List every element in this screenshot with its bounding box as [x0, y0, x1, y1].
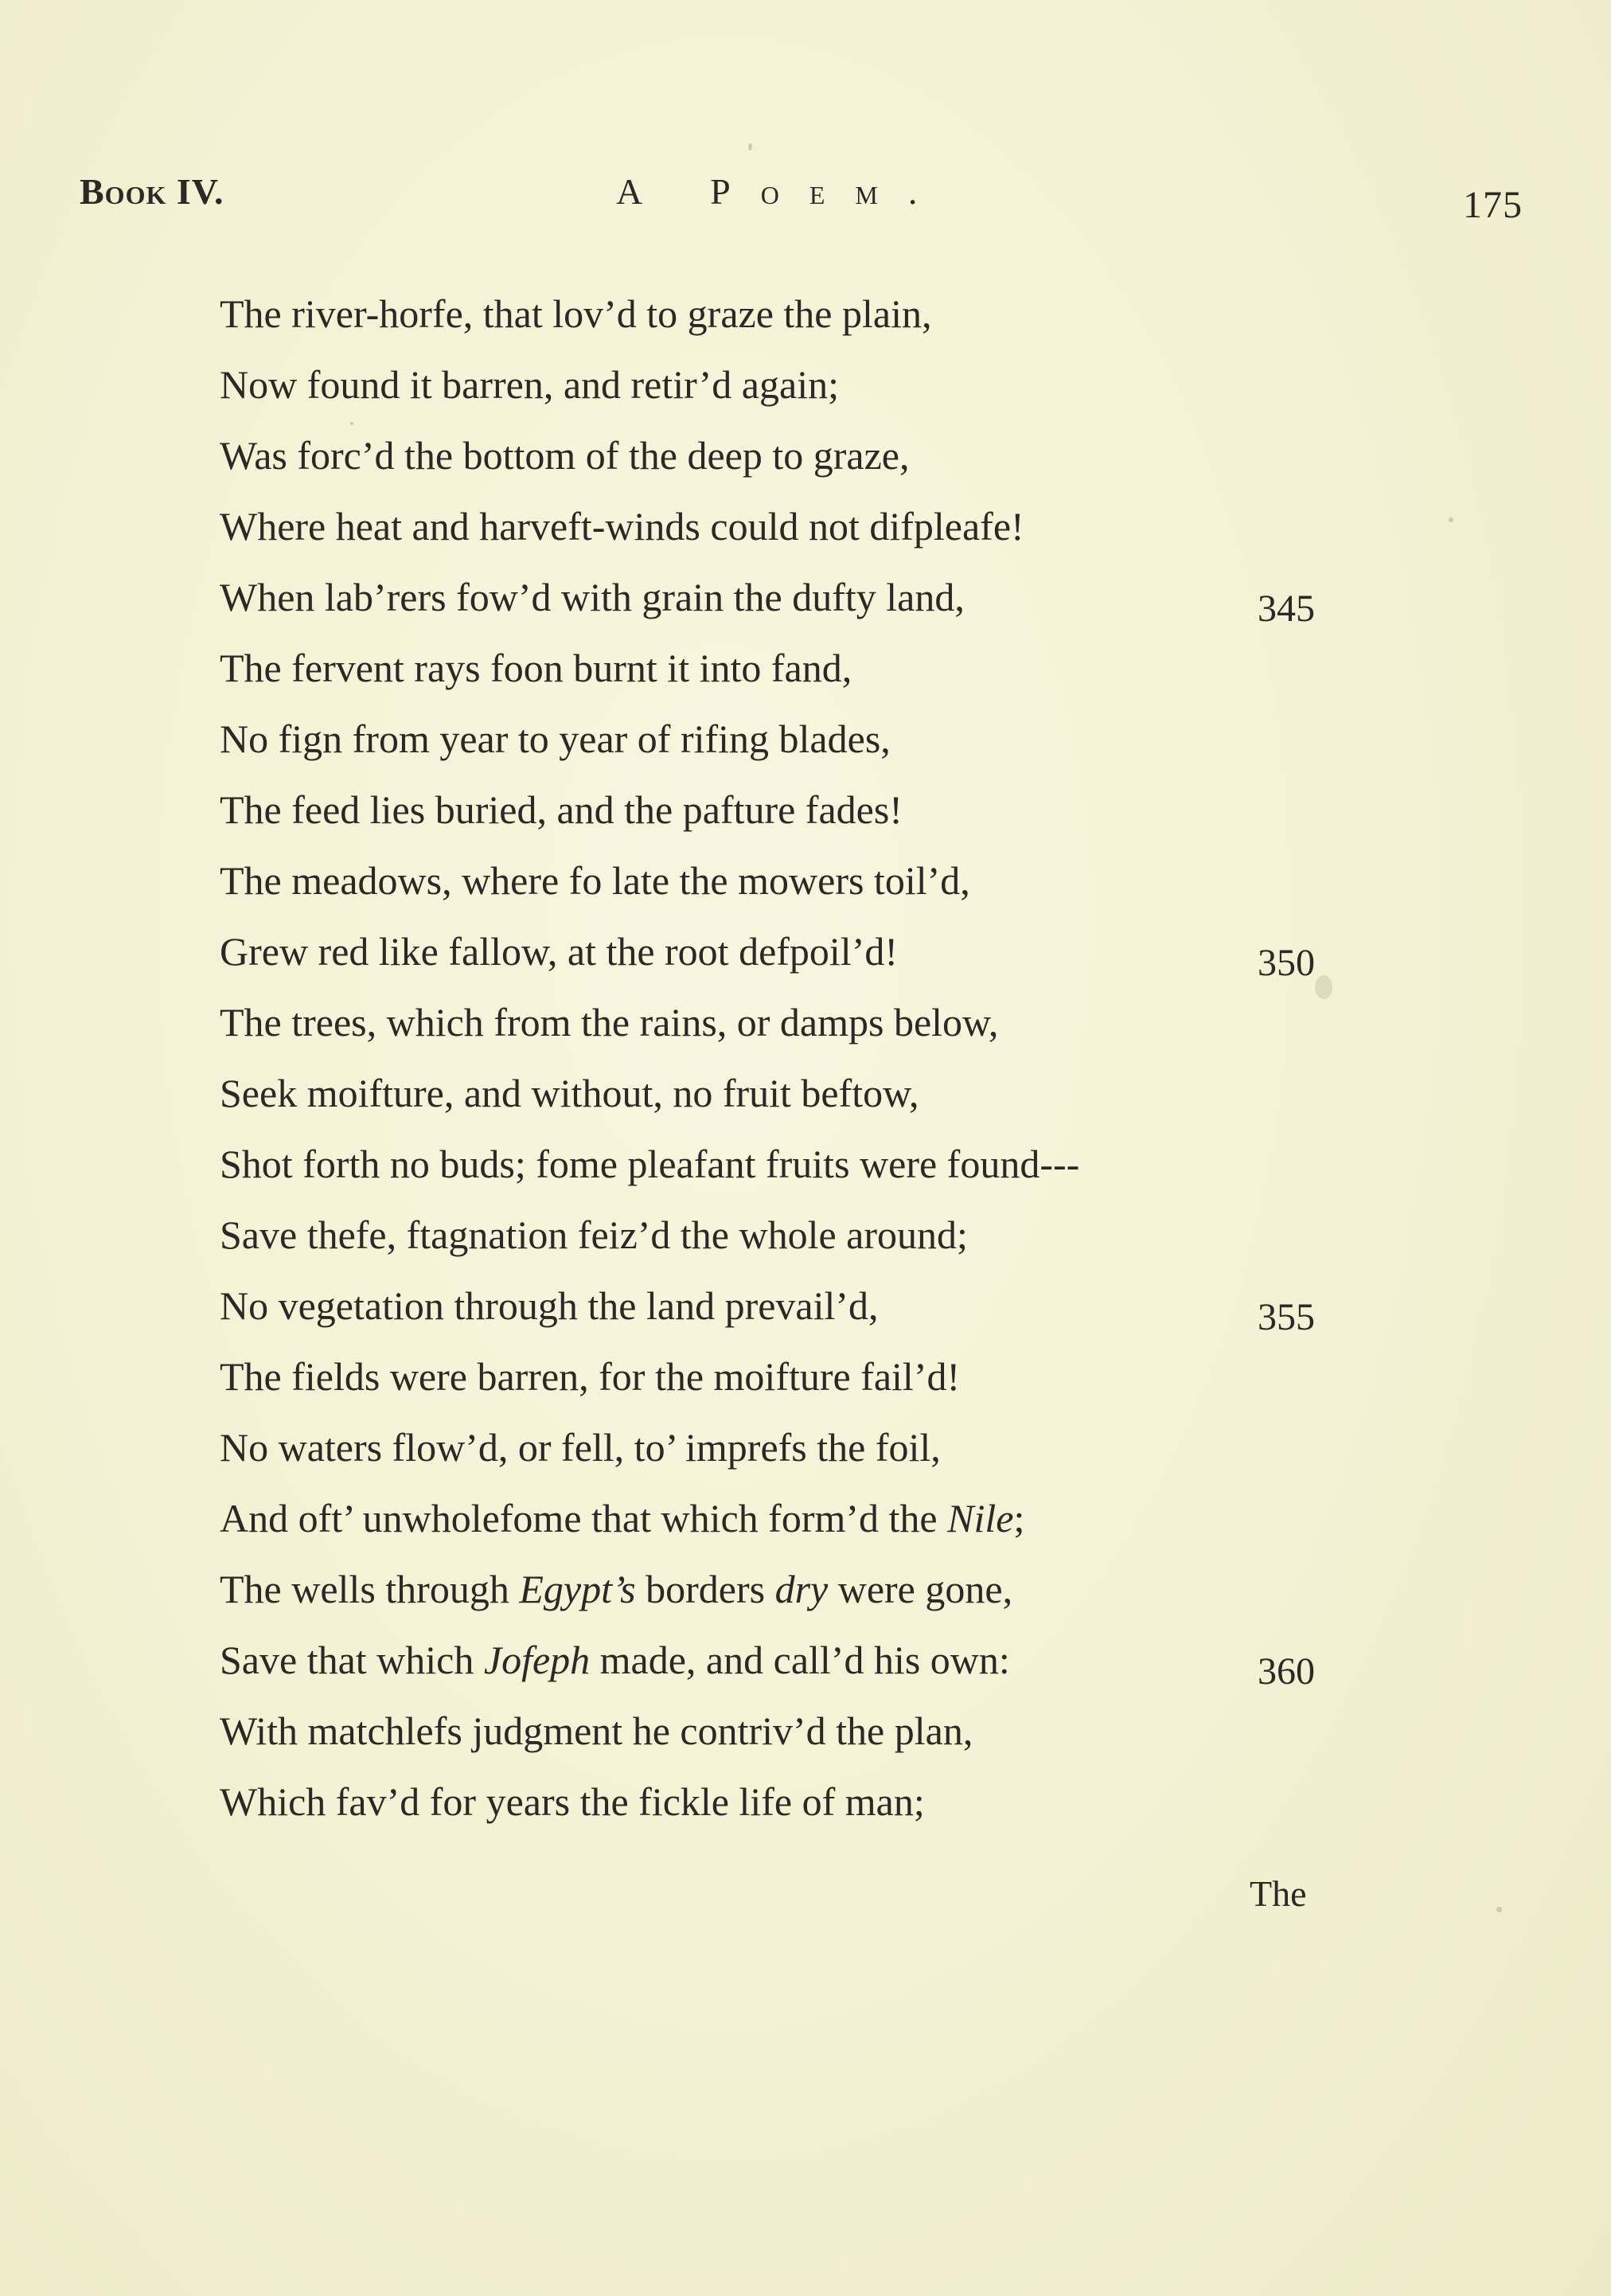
verse-text	[220, 1708, 973, 1753]
verse-line	[220, 633, 1334, 704]
verse-text	[220, 1779, 925, 1824]
verse-fragment: Seek moifture, and without, no fruit beftow,	[220, 1071, 919, 1115]
verse-line	[220, 1554, 1334, 1625]
verse-fragment: Shot forth no buds; fome pleafant fruits were found---	[220, 1142, 1080, 1186]
line-number: 350	[1258, 942, 1315, 984]
verse-line	[220, 987, 1334, 1058]
running-title: A Poem.	[616, 171, 948, 212]
verse-fragment: The fields were barren, for the moifture fail’d!	[220, 1354, 961, 1399]
verse-fragment: Now found it barren, and retir’d again;	[220, 362, 839, 407]
verse-fragment: The river-horfe, that lov’d to graze the plain,	[220, 291, 932, 336]
verse-text	[220, 858, 970, 903]
verse-fragment: Where heat and harveft-winds could not difpleafe!	[220, 504, 1024, 549]
verse-line	[220, 279, 1334, 349]
verse-text	[220, 646, 852, 690]
verse-fragment: The trees, which from the rains, or damps below,	[220, 1000, 999, 1045]
verse-fragment: No waters flow’d, or fell, to’ imprefs the foil,	[220, 1425, 941, 1470]
paper-speck	[1496, 1907, 1502, 1912]
verse-fragment: When lab’rers fow’d with grain the dufty land,	[220, 575, 965, 619]
verse-line	[220, 1696, 1334, 1767]
paper-speck	[1449, 517, 1453, 522]
verse-line	[220, 1412, 1334, 1483]
line-number: 355	[1258, 1296, 1315, 1338]
verse-fragment: Which fav’d for years the fickle life of man;	[220, 1779, 925, 1824]
verse-line	[220, 1767, 1334, 1837]
verse-line	[220, 420, 1334, 491]
verse-text	[220, 1567, 1012, 1611]
verse-text	[220, 1283, 879, 1328]
paper-speck	[748, 143, 752, 150]
verse-line	[220, 1271, 1334, 1341]
verse-text	[220, 1071, 919, 1115]
verse-text	[220, 1142, 1079, 1186]
verse-text	[220, 1425, 941, 1470]
line-number: 345	[1258, 588, 1315, 630]
verse-fragment: made, and call’d his own:	[590, 1638, 1010, 1682]
verse-text	[220, 1212, 968, 1257]
verse-line	[220, 1058, 1334, 1129]
verse-text	[220, 717, 891, 761]
verse-text	[220, 1354, 960, 1399]
verse-fragment: ;	[1013, 1496, 1025, 1540]
verse-line	[220, 1625, 1334, 1696]
italic-word: dry	[774, 1567, 829, 1611]
verse-text	[220, 1638, 1010, 1682]
verse-fragment: borders	[635, 1567, 775, 1611]
verse-fragment: The fervent rays foon burnt it into fand,	[220, 646, 852, 690]
verse-text	[220, 433, 909, 478]
verse-fragment: No vegetation through the land prevail’d,	[220, 1283, 879, 1328]
verse-line	[220, 845, 1334, 916]
verse-fragment: With matchlefs judgment he contriv’d the plan,	[220, 1708, 973, 1753]
italic-word: Nile	[947, 1496, 1014, 1540]
verse-line	[220, 1341, 1334, 1412]
verse-text	[220, 291, 931, 336]
verse-line	[220, 1129, 1334, 1200]
line-number: 360	[1258, 1650, 1315, 1693]
book-label: Book IV.	[80, 171, 224, 212]
verse-line	[220, 349, 1334, 420]
verse-line	[220, 775, 1334, 845]
verse-text	[220, 787, 903, 832]
verse-line	[220, 916, 1334, 987]
verse-fragment: Grew red like fallow, at the root defpoil’d!	[220, 929, 899, 974]
verse-fragment: No fign from year to year of rifing blades,	[220, 717, 891, 761]
verse-fragment: Was forc’d the bottom of the deep to graze,	[220, 433, 910, 478]
verse-text	[220, 575, 965, 619]
verse-fragment: Save that which	[220, 1638, 484, 1682]
verse-text	[220, 1496, 1024, 1540]
verse-text	[220, 362, 839, 407]
verse-line	[220, 1200, 1334, 1271]
verse-line	[220, 562, 1334, 633]
verse-fragment: were gone,	[828, 1567, 1013, 1611]
verse-fragment: The wells through	[220, 1567, 520, 1611]
page-number: 175	[1463, 184, 1523, 226]
italic-word: Jofeph	[483, 1638, 591, 1682]
italic-word: Egypt’s	[519, 1567, 636, 1611]
catchword: The	[1250, 1873, 1307, 1914]
verse-text	[220, 504, 1024, 549]
poem-text	[220, 279, 1334, 1837]
verse-line	[220, 1483, 1334, 1554]
verse-fragment: The meadows, where fo late the mowers toil’d,	[220, 858, 970, 903]
verse-line	[220, 704, 1334, 775]
verse-line	[220, 491, 1334, 562]
verse-fragment: The feed lies buried, and the pafture fades!	[220, 787, 903, 832]
verse-text	[220, 929, 898, 974]
verse-text	[220, 1000, 998, 1045]
verse-fragment: And oft’ unwholefome that which form’d the	[220, 1496, 948, 1540]
verse-fragment: Save thefe, ftagnation feiz’d the whole around;	[220, 1212, 968, 1257]
